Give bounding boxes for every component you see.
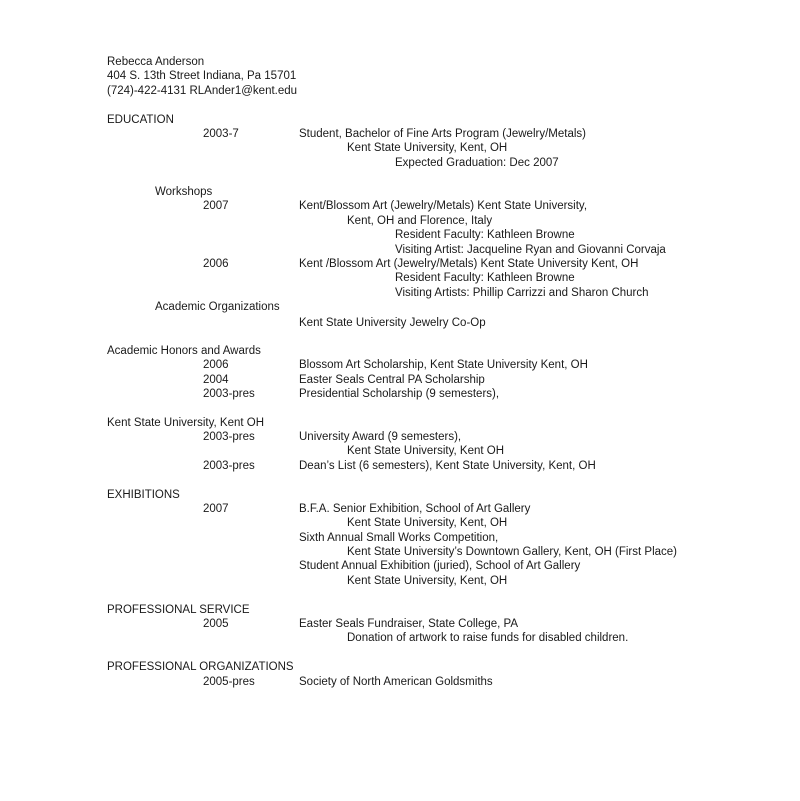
- organization-name: Society of North American Goldsmiths: [299, 676, 493, 688]
- academic-organization-item: Kent State University Jewelry Co-Op: [299, 317, 486, 329]
- academic-organizations-heading: Academic Organizations: [155, 301, 280, 313]
- service-year: 2005: [203, 618, 229, 630]
- workshop-title: Kent /Blossom Art (Jewelry/Metals) Kent State University Kent, OH: [299, 258, 639, 270]
- kent-heading: Kent State University, Kent OH: [107, 417, 265, 429]
- kent-award: Dean’s List (6 semesters), Kent State University, Kent, OH: [299, 460, 596, 472]
- workshop-year: 2007: [203, 200, 229, 212]
- organizations-heading: PROFESSIONAL ORGANIZATIONS: [107, 661, 294, 673]
- education-program: Student, Bachelor of Fine Arts Program (Jewelry/Metals): [299, 128, 586, 140]
- workshop-location: Kent, OH and Florence, Italy: [347, 215, 493, 227]
- organization-year: 2005-pres: [203, 676, 255, 688]
- honor-text: Easter Seals Central PA Scholarship: [299, 374, 485, 386]
- exhibition-year: 2007: [203, 503, 229, 515]
- honors-heading: Academic Honors and Awards: [107, 345, 261, 357]
- workshop-title: Kent/Blossom Art (Jewelry/Metals) Kent State University,: [299, 200, 588, 212]
- exhibition-venue: Kent State University, Kent, OH: [347, 575, 508, 587]
- honor-year: 2003-pres: [203, 388, 255, 400]
- honor-text: Presidential Scholarship (9 semesters),: [299, 388, 500, 400]
- workshop-visiting-artist: Visiting Artists: Phillip Carrizzi and Sharon Church: [395, 287, 649, 299]
- service-heading: PROFESSIONAL SERVICE: [107, 604, 250, 616]
- kent-award: University Award (9 semesters),: [299, 431, 462, 443]
- workshop-faculty: Resident Faculty: Kathleen Browne: [395, 272, 575, 284]
- exhibition-title: B.F.A. Senior Exhibition, School of Art Gallery: [299, 503, 531, 515]
- honor-text: Blossom Art Scholarship, Kent State University Kent, OH: [299, 359, 588, 371]
- address: 404 S. 13th Street Indiana, Pa 15701: [107, 70, 297, 82]
- education-graduation: Expected Graduation: Dec 2007: [395, 157, 559, 169]
- education-school: Kent State University, Kent, OH: [347, 142, 508, 154]
- exhibition-title: Sixth Annual Small Works Competition,: [299, 532, 499, 544]
- contact-info: (724)-422-4131 RLAnder1@kent.edu: [107, 85, 298, 97]
- exhibition-venue: Kent State University, Kent, OH: [347, 517, 508, 529]
- kent-award-school: Kent State University, Kent OH: [347, 445, 505, 457]
- workshops-heading: Workshops: [155, 186, 213, 198]
- kent-year: 2003-pres: [203, 460, 255, 472]
- workshop-visiting-artist: Visiting Artist: Jacqueline Ryan and Giovanni Corvaja: [395, 244, 666, 256]
- exhibitions-heading: EXHIBITIONS: [107, 489, 180, 501]
- workshop-year: 2006: [203, 258, 229, 270]
- resume-name: Rebecca Anderson: [107, 56, 205, 68]
- kent-year: 2003-pres: [203, 431, 255, 443]
- service-text: Easter Seals Fundraiser, State College, PA: [299, 618, 519, 630]
- service-description: Donation of artwork to raise funds for disabled children.: [347, 632, 629, 644]
- honor-year: 2006: [203, 359, 229, 371]
- exhibition-title: Student Annual Exhibition (juried), School of Art Gallery: [299, 560, 581, 572]
- honor-year: 2004: [203, 374, 229, 386]
- education-heading: EDUCATION: [107, 114, 174, 126]
- workshop-faculty: Resident Faculty: Kathleen Browne: [395, 229, 575, 241]
- education-year: 2003-7: [203, 128, 239, 140]
- exhibition-venue: Kent State University’s Downtown Gallery, Kent, OH (First Place): [347, 546, 677, 558]
